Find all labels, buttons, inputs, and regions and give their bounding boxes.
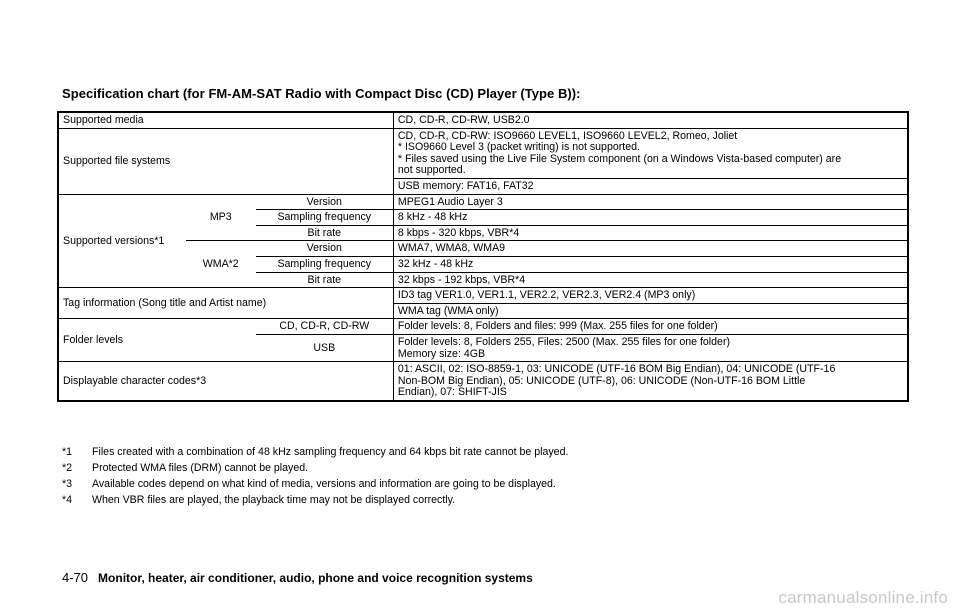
watermark: carmanualsonline.info xyxy=(778,588,948,607)
section-title: Monitor, heater, air conditioner, audio, phone and voice recognition systems xyxy=(98,571,533,585)
table-row xyxy=(58,128,908,178)
value-tag-id3: ID3 tag VER1.0, VER1.1, VER2.2, VER2.3, VER2.4 (MP3 only) xyxy=(393,288,908,304)
param-value: 8 kHz - 48 kHz xyxy=(393,210,908,226)
value-line: * Files saved using the Live File System component (on a Windows Vista-based computer) are xyxy=(397,152,842,165)
table-row xyxy=(58,288,908,304)
footnote xyxy=(62,444,568,460)
value-file-systems xyxy=(393,128,908,178)
media-name-cd: CD, CD-R, CD-RW xyxy=(256,319,394,335)
value-tag-wma: WMA tag (WMA only) xyxy=(393,303,908,319)
page-number: 4-70 xyxy=(62,570,89,585)
value-line: Memory size: 4GB xyxy=(397,347,486,360)
param-name: Version xyxy=(256,241,394,257)
value-usb-file-system: USB memory: FAT16, FAT32 xyxy=(393,178,908,194)
value-folder-cd: Folder levels: 8, Folders and files: 999 (Max. 255 files for one folder) xyxy=(393,319,908,335)
value-line: not supported. xyxy=(397,164,466,177)
row-label-folder-levels: Folder levels xyxy=(58,319,256,362)
row-label-supported-media: Supported media xyxy=(63,114,144,126)
value-character-codes xyxy=(393,362,908,401)
row-label-file-systems: Supported file systems xyxy=(58,128,393,194)
table-row xyxy=(58,319,908,335)
format-label-mp3: MP3 xyxy=(186,194,256,241)
param-value: MPEG1 Audio Layer 3 xyxy=(393,194,908,210)
footnote-text: Available codes depend on what kind of media, versions and information are going to be displayed. xyxy=(92,478,556,490)
footnote-mark: *2 xyxy=(62,462,73,474)
footnote-text: Files created with a combination of 48 kHz sampling frequency and 64 kbps bit rate cannot be played. xyxy=(92,446,569,458)
media-name-usb: USB xyxy=(256,334,394,361)
table-row xyxy=(58,241,908,257)
footnote xyxy=(62,460,568,476)
param-name: Version xyxy=(256,194,394,210)
value-line: Endian), 07: SHIFT-JIS xyxy=(397,386,507,399)
table-row xyxy=(58,112,908,128)
value-folder-usb xyxy=(393,334,908,361)
footnote-text: When VBR files are played, the playback time may not be displayed correctly. xyxy=(92,494,456,506)
footnote-mark: *1 xyxy=(62,446,73,458)
chart-heading: Specification chart (for FM-AM-SAT Radio with Compact Disc (CD) Player (Type B)): xyxy=(62,86,581,101)
footnote xyxy=(62,476,568,492)
footnote-mark: *3 xyxy=(62,478,73,490)
footnote xyxy=(62,492,568,508)
row-label-supported-versions: Supported versions*1 xyxy=(58,194,186,288)
value-line: Non-BOM Big Endian), 05: UNICODE (UTF-8), 06: UNICODE (Non-UTF-16 BOM Little xyxy=(397,374,806,387)
value-line: 01: ASCII, 02: ISO-8859-1, 03: UNICODE (UTF-16 BOM Big Endian), 04: UNICODE (UTF-16 xyxy=(397,363,836,376)
param-value: WMA7, WMA8, WMA9 xyxy=(393,241,908,257)
footnote-mark: *4 xyxy=(62,494,73,506)
param-name: Bit rate xyxy=(256,272,394,288)
page-footer xyxy=(62,570,533,585)
table-row xyxy=(58,194,908,210)
param-name: Sampling frequency xyxy=(256,256,394,272)
param-name: Sampling frequency xyxy=(256,210,394,226)
format-label-wma: WMA*2 xyxy=(186,241,256,288)
row-label-tag-info: Tag information (Song title and Artist name) xyxy=(58,288,393,319)
param-value: 32 kbps - 192 kbps, VBR*4 xyxy=(393,272,908,288)
table-row xyxy=(58,362,908,401)
footnote-text: Protected WMA files (DRM) cannot be played. xyxy=(92,462,309,474)
row-label-character-codes: Displayable character codes*3 xyxy=(58,362,393,401)
param-value: 8 kbps - 320 kbps, VBR*4 xyxy=(393,225,908,241)
value-supported-media: CD, CD-R, CD-RW, USB2.0 xyxy=(393,112,908,128)
footnotes xyxy=(62,444,568,508)
param-value: 32 kHz - 48 kHz xyxy=(393,256,908,272)
value-line: CD, CD-R, CD-RW: ISO9660 LEVEL1, ISO9660 LEVEL2, Romeo, Joliet xyxy=(397,129,738,142)
param-name: Bit rate xyxy=(256,225,394,241)
value-line: Folder levels: 8, Folders 255, Files: 2500 (Max. 255 files for one folder) xyxy=(397,335,731,348)
value-line: * ISO9660 Level 3 (packet writing) is not supported. xyxy=(397,141,640,154)
specification-table xyxy=(57,111,909,402)
